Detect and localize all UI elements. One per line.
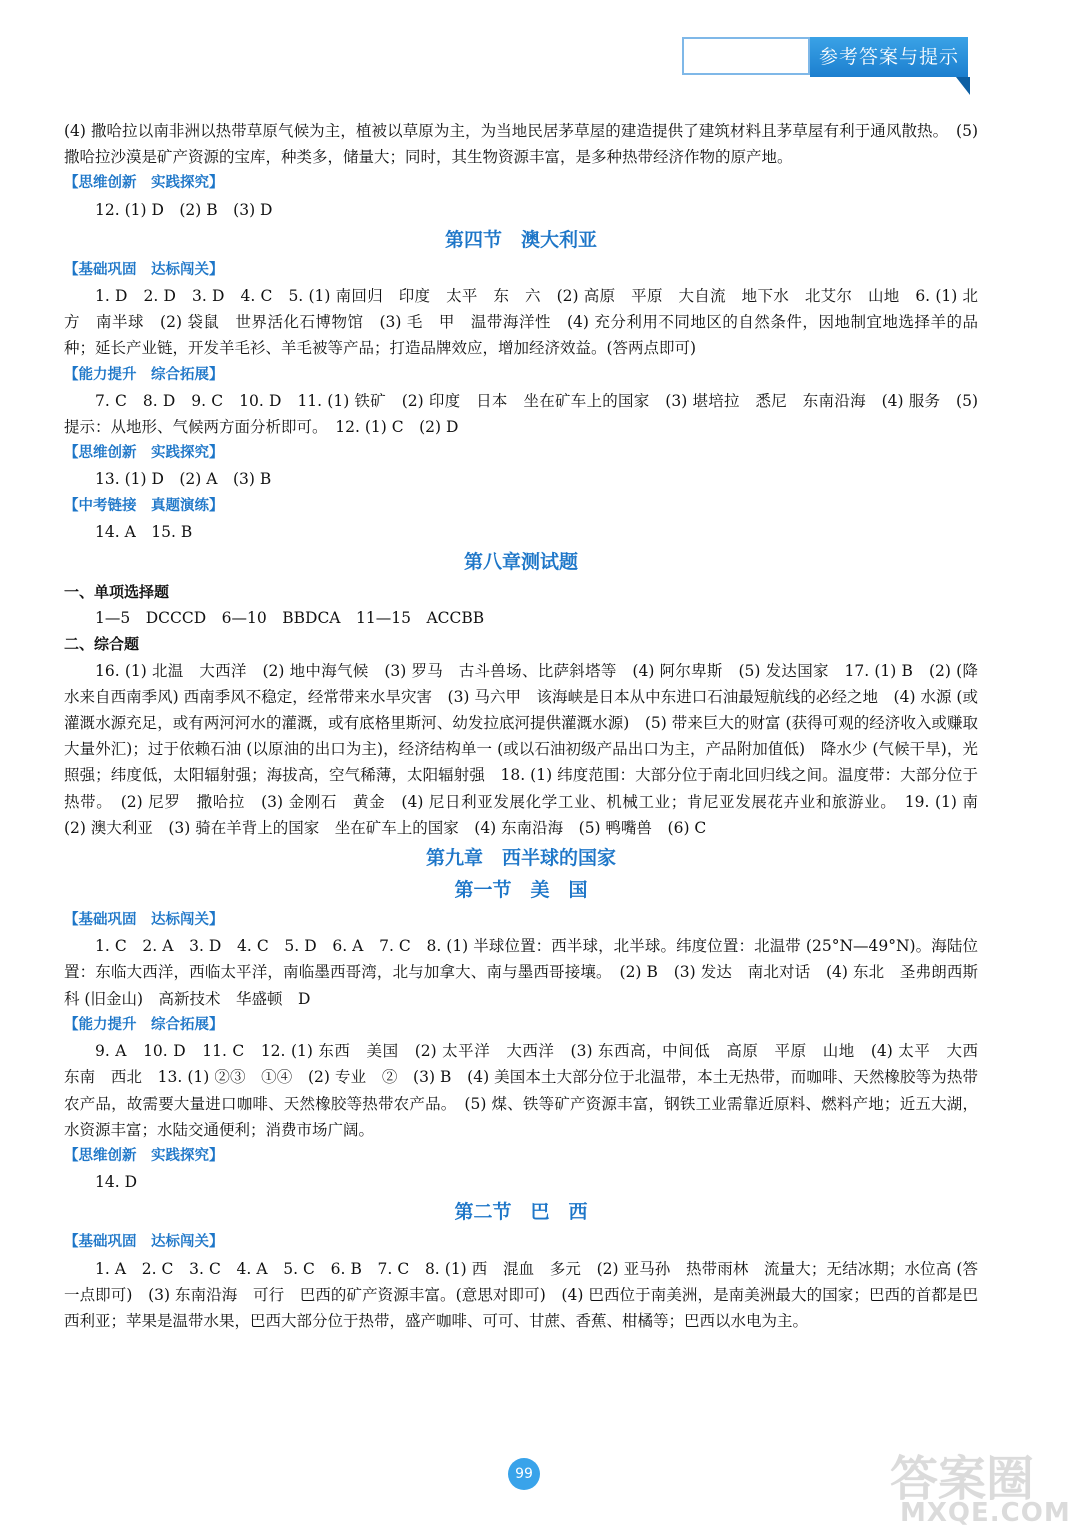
question-type-heading: 一、单项选择题 xyxy=(64,583,170,602)
answer-paragraph: 1—5 DCCCD 6—10 BBDCA 11—15 ACCBB xyxy=(95,609,485,628)
header-tab: 参考答案与提示 xyxy=(810,37,968,77)
section-tag: 【思维创新 实践探究】 xyxy=(64,175,224,192)
watermark-logo xyxy=(890,1440,1071,1530)
answer-paragraph: 1. D 2. D 3. D 4. C 5. (1) 南回归 印度 太平 东 六 (2) 高原 平原 大自流 地下水 北艾尔 山地 6. (1) 北方 南半球 (2) 袋鼠 世界活化石博物馆 (3) 毛 甲 温带海洋性 (4) 充分利用不同地区的自然条件，因地制宜地选择羊的品种；延长产业链，开发羊毛衫、羊毛被等产品；打造品牌效应，增加经济效益。(答两点即可) xyxy=(64,287,978,358)
section-tag: 【思维创新 实践探究】 xyxy=(64,445,224,462)
page-number: 99 xyxy=(508,1458,540,1490)
section-tag: 【思维创新 实践探究】 xyxy=(64,1147,224,1164)
answer-paragraph: 16. (1) 北温 大西洋 (2) 地中海气候 (3) 罗马 古斗兽场、比萨斜塔等 (4) 阿尔卑斯 (5) 发达国家 17. (1) B (2) (降水来自西南季风) 西南季风不稳定，经常带来水旱灾害 (3) 马六甲 该海峡是日本从中东进口石油最短航线的必经之地 (4) 水源 (或灌溉水源充足，或有两河河水的灌溉，或有底格里斯河、幼发拉底河提供灌溉水源) (5) 带来巨大的财富 (获得可观的经济收入或赚取大量外汇)；过于依赖石油 (以原油的出口为主)，经济结构单一 (或以石油初级产品出口为主，产品附加值低) 降水少 (气候干旱)，光照强；纬度低，太阳辐射强；海拔高，空气稀薄，太阳辐射强 18. (1) 纬度范围：大部分位于南北回归线之间。温度带：大部分位于热带。 (2) 尼罗 撒哈拉 (3) 金刚石 黄金 (4) 尼日利亚发展化学工业、机械工业；肯尼亚发展花卉业和旅游业。 19. (1) 南 (2) 澳大利亚 (3) 骑在羊背上的国家 坐在矿车上的国家 (4) 东南沿海 (5) 鸭嘴兽 (6) C xyxy=(64,661,994,837)
section-tag: 【能力提升 综合拓展】 xyxy=(64,366,224,383)
section-title: 第八章测试题 xyxy=(463,551,578,574)
page-header xyxy=(682,37,968,81)
section-title: 第四节 澳大利亚 xyxy=(444,228,597,251)
section-title: 第九章 西半球的国家 xyxy=(425,847,616,870)
answer-paragraph: 14. A 15. B xyxy=(95,522,193,541)
section-tag: 【中考链接 真题演练】 xyxy=(64,497,224,514)
section-title: 第一节 美 国 xyxy=(454,879,588,902)
section-title: 第二节 巴 西 xyxy=(454,1201,588,1224)
section-tag: 【基础巩固 达标闯关】 xyxy=(64,912,224,929)
answer-paragraph: 1. C 2. A 3. D 4. C 5. D 6. A 7. C 8. (1) 半球位置：西半球，北半球。纬度位置：北温带 (25°N—49°N)。海陆位置：东临大西洋，西临太平洋，南临墨西哥湾，北与加拿大、南与墨西哥接壤。 (2) B (3) 发达 南北对话 (4) 东北 圣弗朗西斯科 (旧金山) 高新技术 华盛顿 D xyxy=(64,937,978,1008)
watermark-sub: MXQE.COM xyxy=(900,1498,1071,1528)
section-tag: 【能力提升 综合拓展】 xyxy=(64,1016,224,1033)
answer-paragraph: 13. (1) D (2) A (3) B xyxy=(95,470,272,489)
section-tag: 【基础巩固 达标闯关】 xyxy=(64,1234,224,1251)
answer-paragraph: 14. D xyxy=(95,1173,138,1192)
answer-paragraph: 7. C 8. D 9. C 10. D 11. (1) 铁矿 (2) 印度 日本 坐在矿车上的国家 (3) 堪培拉 悉尼 东南沿海 (4) 服务 (5) 提示：从地形、气候两方面分析即可。 12. (1) C (2) D xyxy=(64,391,978,437)
header-empty-box xyxy=(682,37,810,75)
answer-paragraph: 12. (1) D (2) B (3) D xyxy=(95,200,273,219)
watermark-main: 答案圈 xyxy=(890,1451,1035,1507)
answer-content xyxy=(64,118,994,1334)
header-fold-decoration xyxy=(956,77,970,95)
answer-paragraph: (4) 撒哈拉以南非洲以热带草原气候为主，植被以草原为主，为当地民居茅草屋的建造提供了建筑材料且茅草屋有利于通风散热。 (5) 撒哈拉沙漠是矿产资源的宝库，种类多，储量大；同时，其生物资源丰富，是多种热带经济作物的原产地。 xyxy=(64,122,978,167)
answer-paragraph: 1. A 2. C 3. C 4. A 5. C 6. B 7. C 8. (1) 西 混血 多元 (2) 亚马孙 热带雨林 流量大；无结冰期；水位高 (答一点即可) (3) 东南沿海 可行 巴西的矿产资源丰富。(意思对即可) (4) 巴西位于南美洲，是南美洲最大的国家；巴西的首都是巴西利亚；苹果是温带水果，巴西大部分位于热带，盛产咖啡、可可、甘蔗、香蕉、柑橘等；巴西以水电为主。 xyxy=(64,1259,978,1330)
question-type-heading: 二、综合题 xyxy=(64,635,140,654)
answer-paragraph: 9. A 10. D 11. C 12. (1) 东西 美国 (2) 太平洋 大西洋 (3) 东西高，中间低 高原 平原 山地 (4) 太平 大西 东南 西北 13. (1) ②③ ①④ (2) 专业 ② (3) B (4) 美国本土大部分位于北温带，本土无热带，而咖啡、天然橡胶等为热带农产品，故需要大量进口咖啡、天然橡胶等热带农产品。 (5) 煤、铁等矿产资源丰富，钢铁工业需靠近原料、燃料产地；近五大湖，水资源丰富；水陆交通便利；消费市场广阔。 xyxy=(64,1042,994,1139)
section-tag: 【基础巩固 达标闯关】 xyxy=(64,261,224,278)
